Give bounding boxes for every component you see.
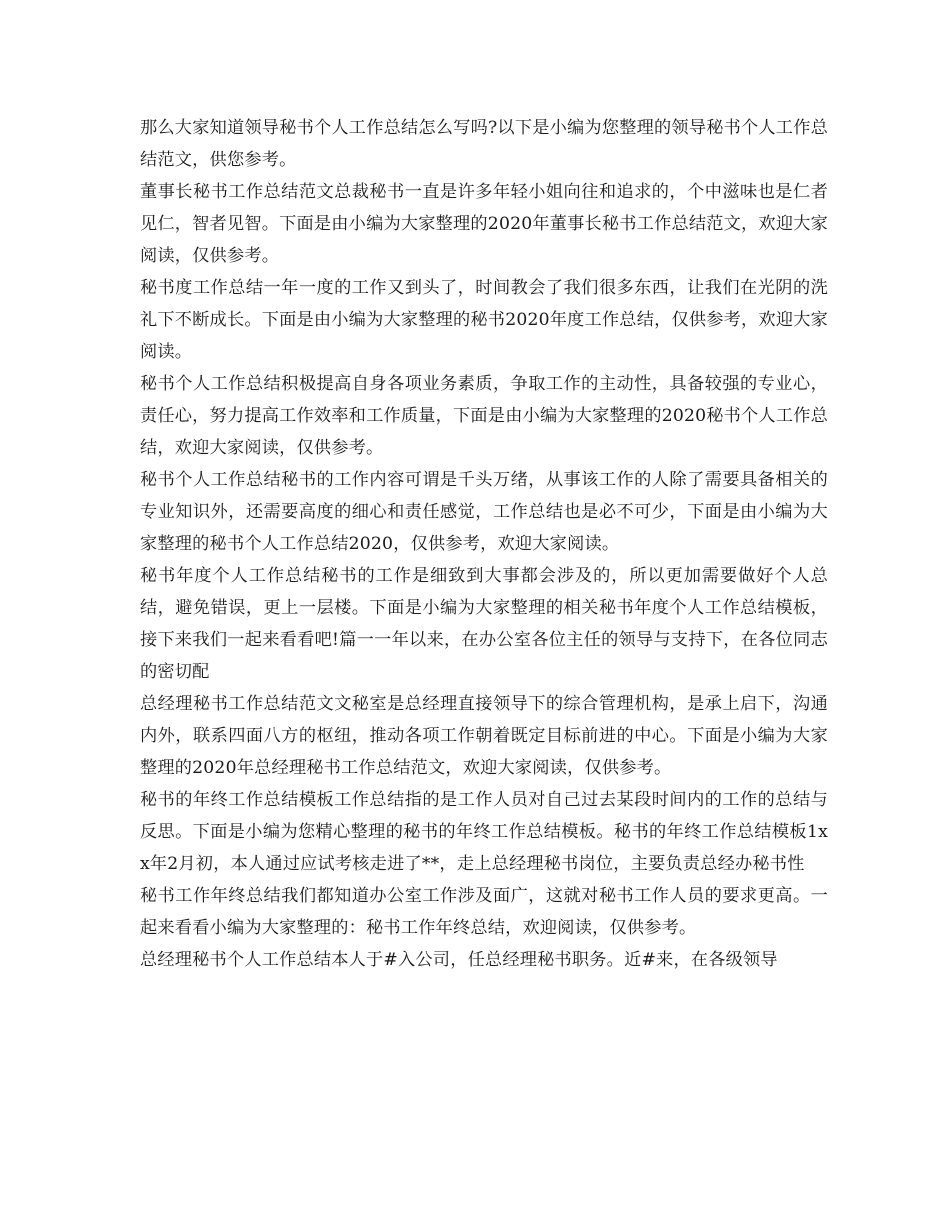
paragraph-gm-secretary: 总经理秘书工作总结范文文秘室是总经理直接领导下的综合管理机构，是承上启下，沟通内外，联系四面八方的枢纽，推动各项工作朝着既定目标前进的中心。下面是小编为大家整理的2020年总经理秘书工作总结范文，欢迎大家阅读，仅供参考。 bbox=[140, 694, 828, 778]
paragraph-yearly-personal: 秘书年度个人工作总结秘书的工作是细致到大事都会涉及的，所以更加需要做好个人总结，避免错误，更上一层楼。下面是小编为大家整理的相关秘书年度个人工作总结模板，接下来我们一起来看看吧!篇一一年以来，在办公室各位主任的领导与支持下，在各位同志的密切配 bbox=[140, 566, 828, 682]
paragraph-secretary-duties: 秘书个人工作总结秘书的工作内容可谓是千头万绪，从事该工作的人除了需要具备相关的专业知识外，还需要高度的细心和责任感觉，工作总结也是必不可少，下面是由小编为大家整理的秘书个人工作总结2020，仅供参考，欢迎大家阅读。 bbox=[140, 470, 828, 554]
document-body bbox=[140, 112, 828, 976]
paragraph-chairman-secretary: 董事长秘书工作总结范文总裁秘书一直是许多年轻小姐向往和追求的，个中滋味也是仁者见仁，智者见智。下面是由小编为大家整理的2020年董事长秘书工作总结范文，欢迎大家阅读，仅供参考。 bbox=[140, 182, 828, 266]
paragraph-gm-personal: 总经理秘书个人工作总结本人于#入公司，任总经理秘书职务。近#来，在各级领导 bbox=[140, 950, 778, 970]
paragraph-personal-summary: 秘书个人工作总结积极提高自身各项业务素质，争取工作的主动性，具备较强的专业心，责任心，努力提高工作效率和工作质量，下面是由小编为大家整理的2020秘书个人工作总结，欢迎大家阅读，仅供参考。 bbox=[140, 374, 828, 458]
paragraph-intro: 那么大家知道领导秘书个人工作总结怎么写吗?以下是小编为您整理的领导秘书个人工作总结范文，供您参考。 bbox=[140, 118, 828, 170]
paragraph-year-end-summary: 秘书工作年终总结我们都知道办公室工作涉及面广，这就对秘书工作人员的要求更高。一起来看看小编为大家整理的：秘书工作年终总结，欢迎阅读，仅供参考。 bbox=[140, 886, 828, 938]
paragraph-year-end-template: 秘书的年终工作总结模板工作总结指的是工作人员对自己过去某段时间内的工作的总结与反思。下面是小编为您精心整理的秘书的年终工作总结模板。秘书的年终工作总结模板1xx年2月初，本人通过应试考核走进了**，走上总经理秘书岗位，主要负责总经办秘书性 bbox=[140, 790, 828, 874]
paragraph-annual-summary: 秘书度工作总结一年一度的工作又到头了，时间教会了我们很多东西，让我们在光阴的洗礼下不断成长。下面是由小编为大家整理的秘书2020年度工作总结，仅供参考，欢迎大家阅读。 bbox=[140, 278, 828, 362]
